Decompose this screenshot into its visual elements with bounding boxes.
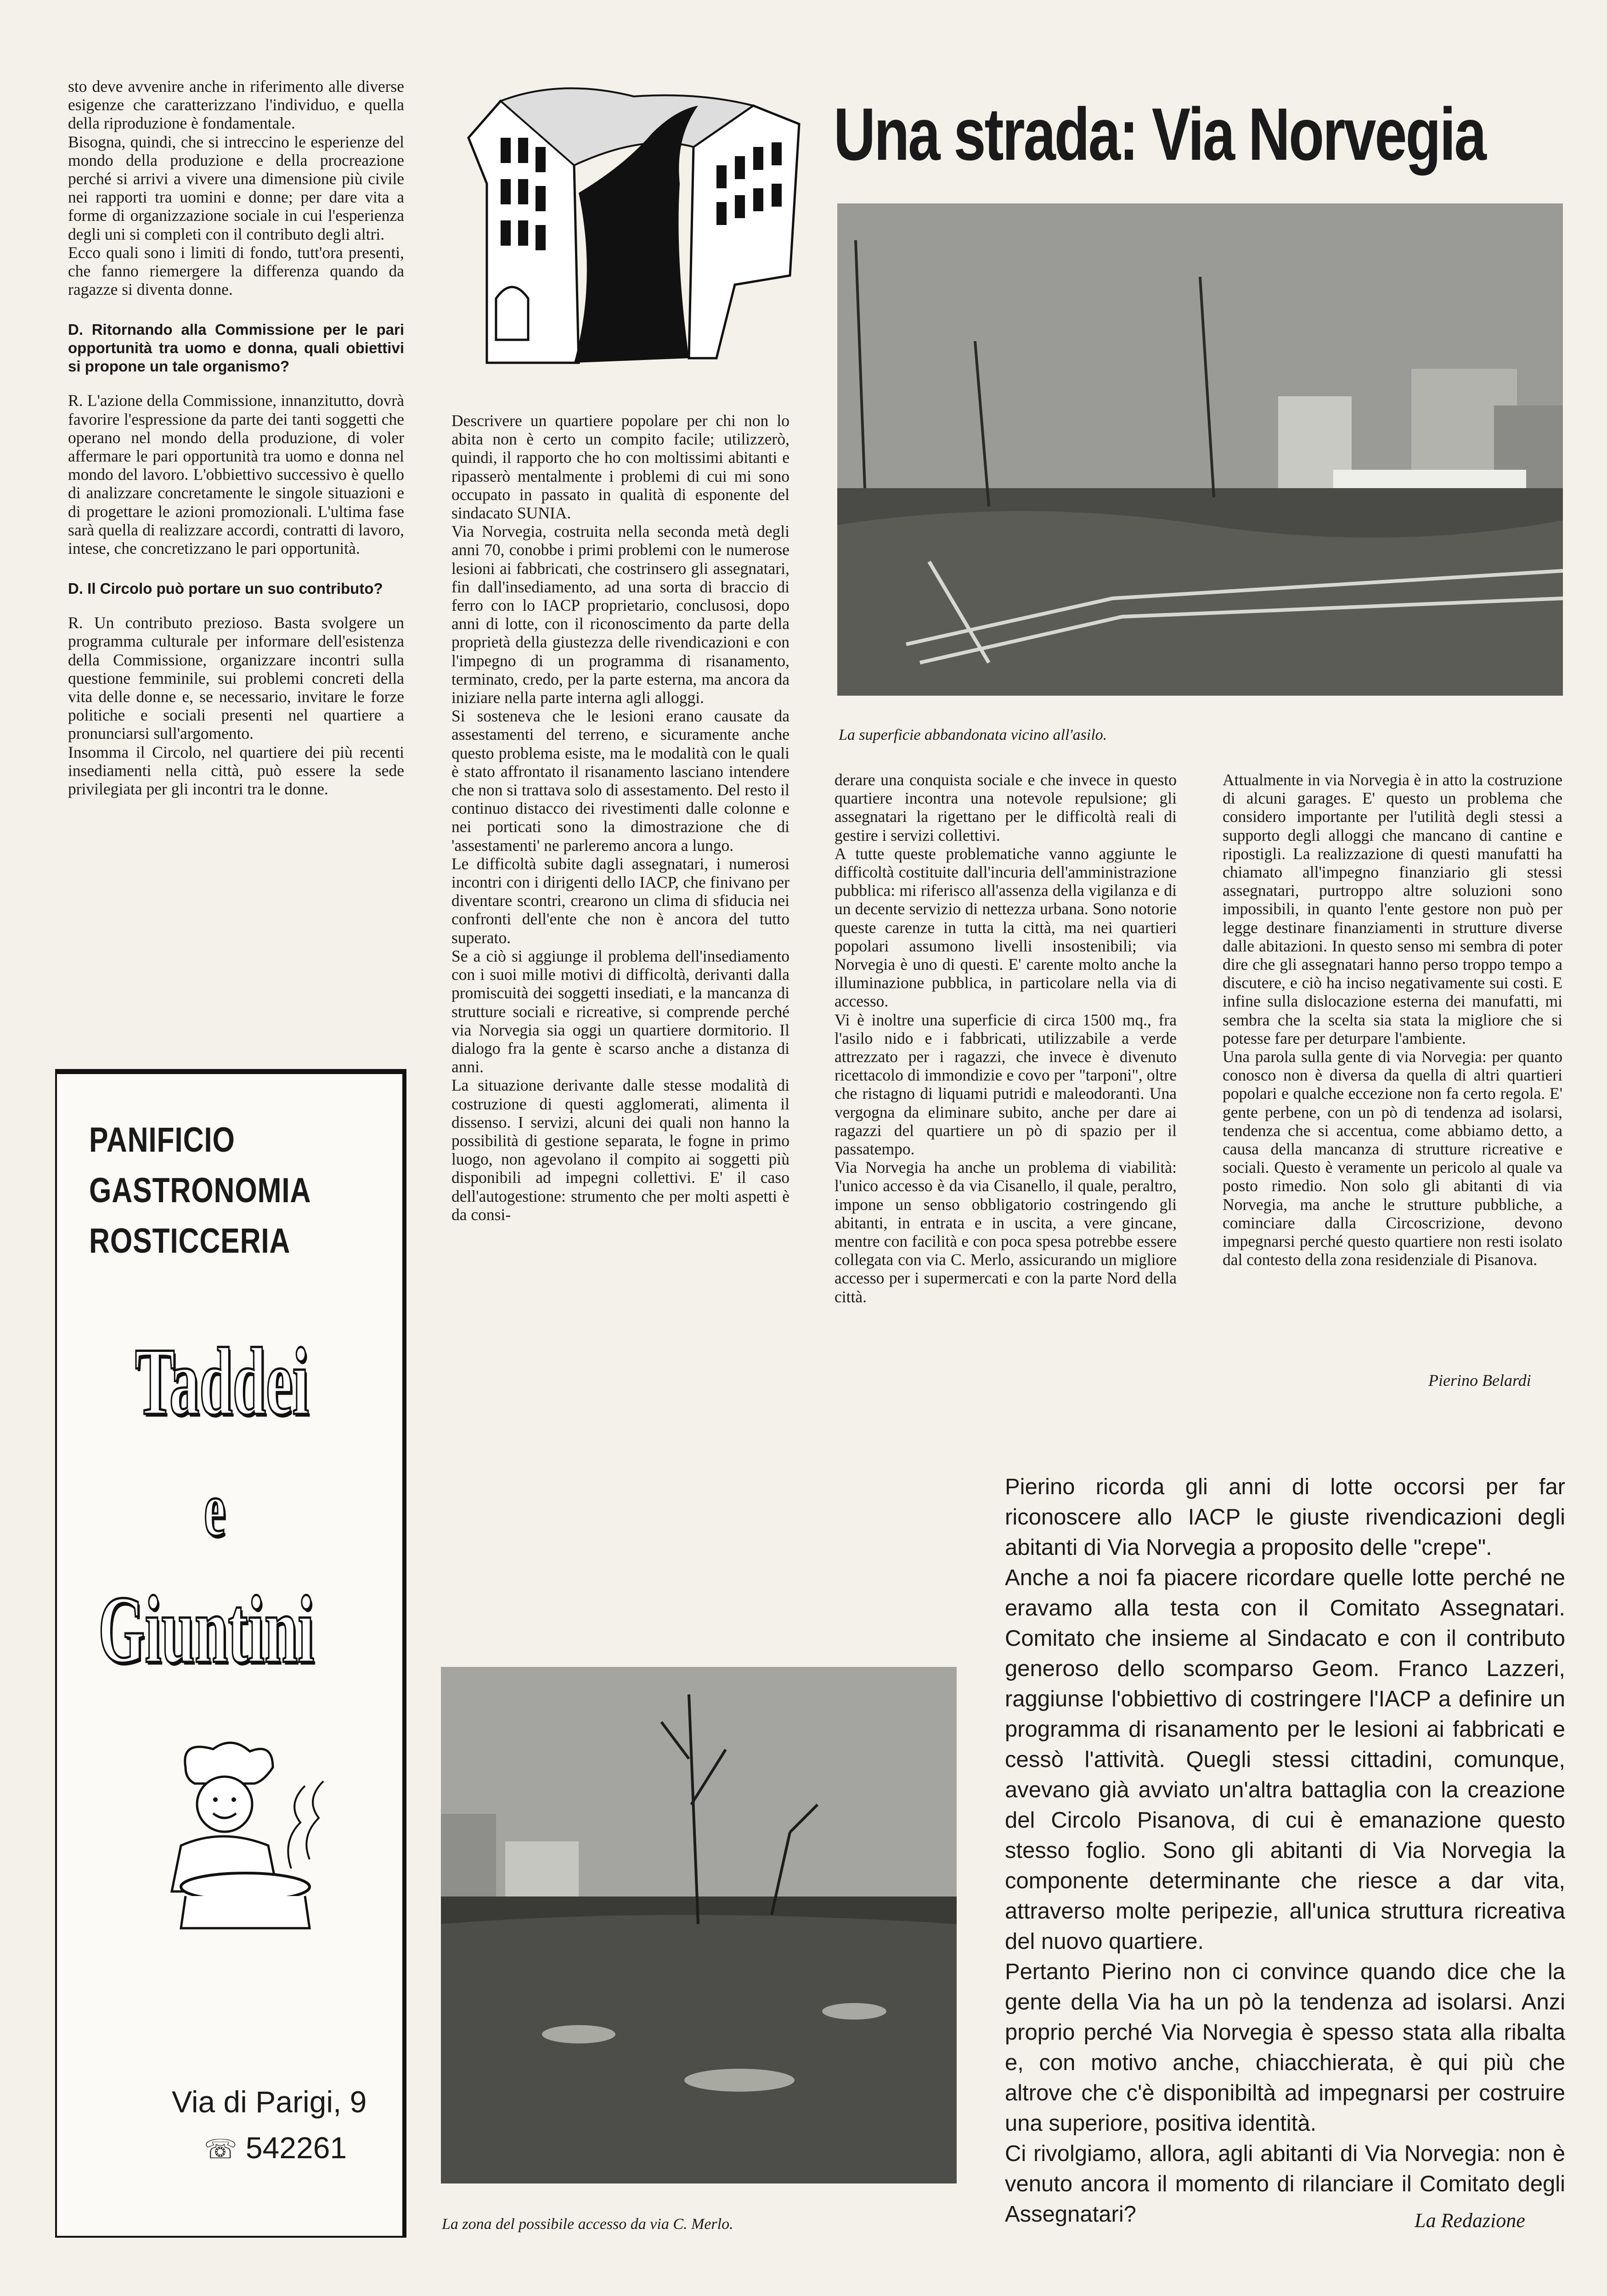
ad-name: e [204,1466,226,1552]
bottom-photo-caption: La zona del possibile accesso da via C. Merlo. [442,2216,733,2233]
page-title: Una strada: Via Norvegia [834,93,1485,176]
ad-line: PANIFICIO [89,1120,235,1159]
intro-paragraph: Ecco quali sono i limiti di fondo, tutt'ora presenti, che fanno riemergere la differenza quando da ragazze si diventa donne. [68,243,404,299]
bottom-photo [441,1667,957,2183]
article-column-1 [451,411,789,1224]
article-paragraph: Descrivere un quartiere popolare per chi non lo abita non è certo un compito facile; utilizzerò, quindi, il rapporto che ho con moltissimi abitanti e ripasserò mentalmente i problemi di cui mi sono occupato in passato in qualità di esponente del sindacato SUNIA. [451,411,789,523]
editorial-paragraph: Pertanto Pierino non ci convince quando dice che la gente della Via ha un pò la tendenza ad isolarsi. Anzi proprio perché Via Norvegia è spesso stata alla ribalta e, con motivo anche, chiacchierata, è qui più che altrove che c'è disponibiltà ad impegnarsi per costruire una superiore, positiva identità. [1005,1959,1565,2136]
editorial-column [1005,1472,1565,2229]
telephone-icon: ☏ [204,2134,237,2164]
ad-name: Taddei [135,1328,309,1435]
article-column-3 [1223,771,1562,1269]
intro-paragraph: sto deve avvenire anche in riferimento alle diverse esigenze che caratterizzano l'individuo, e quella della riproduzione è fondamentale. [68,77,404,133]
article-paragraph: Una parola sulla gente di via Norvegia: per quanto conosco non è diversa da quella di altri quartieri popolari e qualche eccezione non fa certo regola. E' gente perbene, con un pò di tendenza ad isolarsi, tendenza che si accentua, come abbiamo detto, a causa della mancanza di strutture ricreative e sociali. Questo è veramente un pericolo al quale va posto rimedio. Non solo gli abitanti di via Norvegia, ma anche le strutture pubbliche, a cominciare dalla Circoscrizione, devono impegnarsi perché questo quartiere non resti isolato dal contesto della zona residenziale di Pisanova. [1223,1047,1562,1269]
editorial-paragraph: Anche a noi fa piacere ricordare quelle lotte perché ne eravamo alla testa con il Comitato Assegnatari. Comitato che insieme al Sindacato e con il contributo generoso dello scomparso Geom. Franco Lazzeri, raggiunse l'obbiettivo di costringere l'IACP a definire un programma di risanamento per le lesioni ai fabbricati e cessò l'attività. Quegli stessi cittadini, comunque, avevano già avviato un'altra battaglia con la creazione del Circolo Pisanova, di cui è emanazione questo stesso foglio. Sono gli abitanti di Via Norvegia la componente determinante che riesce a dar vita, attraverso molte peripezie, all'unica struttura ricreativa del nuovo quartiere. [1005,1565,1565,1954]
intro-paragraph: Bisogna, quindi, che si intreccino le esperienze del mondo della produzione e della procreazione perché si arrivi a vivere una dimensione più civile nei rapporti tra uomini e donne; per dare vita a forme di organizzazione sociale in cui l'esperienza degli uni si completi con il contributo degli altri. [68,132,404,243]
top-photo-caption: La superficie abbandonata vicino all'asilo. [839,726,1107,743]
editorial-paragraph: Pierino ricorda gli anni di lotte occorsi per far riconoscere allo IACP le giuste rivendicazioni degli abitanti di Via Norvegia a proposito delle "crepe". [1005,1474,1565,1560]
article-paragraph: A tutte queste problematiche vanno aggiunte le difficoltà costituite dall'incuria dell'amministrazione pubblica: mi riferisco all'assenza della vigilanza e di un decente servizio di nettezza urbana. Sono notorie queste carenze in tutta la città, ma nei quartieri popolari assumono livelli insostenibili; via Norvegia è uno di questi. E' carente molto anche la illuminazione pubblica, in particolare nella via di accesso. [835,844,1177,1011]
left-column [68,77,404,798]
article-paragraph: Via Norvegia, costruita nella seconda metà degli anni 70, conobbe i primi problemi con le numerose lesioni ai fabbricati, che costrinsero gli assegnatari, fin dall'insediamento, ad una sorta di braccio di ferro con lo IACP proprietario, conclusosi, dopo anni di lotte, con il riconoscimento da parte della proprietà della giustezza delle rivendicazioni e con l'impegno di un programma di risanamento, terminato, credo, per la parte esterna, ma ancora da iniziare nella parte interna agli alloggi. [451,522,789,707]
street-illustration [459,83,808,377]
article-paragraph: Le difficoltà subite dagli assegnatari, i numerosi incontri con i dirigenti dello IACP, che finivano per diventare scontri, crearono un clima di sfiducia nei confronti dell'ente che non è ancora del tutto superato. [451,854,789,947]
ad-phone-number: 542261 [245,2131,347,2165]
chef-illustration [153,1740,346,1937]
article-paragraph: Se a ciò si aggiunge il problema dell'insediamento con i suoi mille motivi di difficoltà, derivanti dalla promiscuità dei soggetti insediati, e la mancanza di strutture sociali e ricreative, si comprende perché via Norvegia sia oggi un quartiere dormitorio. Il dialogo fra la gente è scarso anche a distanza di anni. [451,946,789,1076]
editorial-signature: La Redazione [1415,2209,1525,2232]
interview-answer: Insomma il Circolo, nel quartiere dei più recenti insediamenti nella città, può essere la sede privilegiata per gli incontri tra le donne. [68,743,404,799]
article-paragraph: La situazione derivante dalle stesse modalità di costruzione di questi agglomerati, alimenta il dissenso. I servizi, alcuni dei quali non hanno la possibilità di gestione separata, le fogne in primo luogo, non agevolano il compito ai soggetti più disponibili ad impegni collettivi. E' il caso dell'autogestione: strumento che per molti aspetti è da consi- [451,1076,789,1224]
article-author: Pierino Belardi [1428,1371,1531,1390]
bakery-advertisement [55,1069,406,2238]
ad-line: ROSTICCERIA [89,1221,291,1261]
top-photo [837,203,1563,696]
ad-address: Via di Parigi, 9 [172,2085,367,2119]
ad-phone [204,2130,347,2165]
article-paragraph: Attualmente in via Norvegia è in atto la costruzione di alcuni garages. E' questo un problema che considero importante per l'utilità degli stessi a supporto degli alloggi che mancano di cantine e ripostigli. La realizzazione di questi manufatti ha chiamato all'impegno finanziario gli stessi assegnatari, purtroppo altre soluzioni sono impossibili, in quanto l'ente gestore non può per legge destinare finanziamenti in strutture diverse dalle abitazioni. In questo senso mi sembra di poter dire che gli assegnatari hanno perso troppo tempo a discutere, e ciò ha inciso negativamente sui costi. E infine sulla dislocazione esterna dei manufatti, mi sembra che la scelta sia stata la migliore che si potesse fare per deturpare l'ambiente. [1223,771,1562,1047]
ad-name: Giuntini [98,1576,315,1683]
article-paragraph: Via Norvegia ha anche un problema di viabilità: l'unico accesso è da via Cisanello, il quale, peraltro, impone un senso obbligatorio costringendo gli abitanti, in entrata e in uscita, a vere gincane, mentre con facilità e con poca spesa potrebbe essere collegata con via C. Merlo, assicurando un migliore accesso per i supermercati e con la parte Nord della città. [835,1158,1177,1306]
article-paragraph: Si sosteneva che le lesioni erano causate da assestamenti del terreno, e sicuramente anche questo problema esiste, ma le modalità con le quali è stato affrontato il risanamento lasciano intendere che non si trattava solo di assestamento. Del resto il continuo distacco dei rivestimenti dalle colonne e nei porticati sono la dimostrazione che di 'assestamenti' ne parleremo ancora a lungo. [451,707,789,855]
ad-line: GASTRONOMIA [89,1171,311,1210]
interview-question: D. Ritornando alla Commissione per le pari opportunità tra uomo e donna, quali obiettivi si propone un tale organismo? [68,321,404,375]
interview-answer: R. Un contributo prezioso. Basta svolgere un programma culturale per informare dell'esistenza della Commissione, organizzare incontri sulla questione femminile, sui problemi concreti della vita delle donne e, se necessario, invitare le forze politiche e sociali presenti nel quartiere a pronunciarsi sull'argomento. [68,613,404,743]
editorial-paragraph: Ci rivolgiamo, allora, agli abitanti di Via Norvegia: non è venuto ancora il momento di rilanciare il Comitato degli Assegnatari? [1005,2141,1565,2227]
interview-question: D. Il Circolo può portare un suo contributo? [68,580,383,597]
article-paragraph: Vi è inoltre una superficie di circa 1500 mq., fra l'asilo nido e i fabbricati, utilizzabile a verde attrezzato per i ragazzi, che invece è divenuto ricettacolo di immondizie e covo per "tarponi", oltre che ristagno di liquami putridi e maleodoranti. Una vergogna da eliminare subito, anche per dare ai ragazzi del quartiere un pò di spazio per il passatempo. [835,1010,1177,1159]
article-column-2 [835,771,1177,1306]
interview-answer: R. L'azione della Commissione, innanzitutto, dovrà favorire l'espressione da parte dei tanti soggetti che operano nel mondo della produzione, di voler affermare le pari opportunità tra uomo e donna nel mondo del lavoro. L'obbiettivo successivo è quello di analizzare concretamente le singole situazioni e di progettare le azioni promozionali. L'ultima fase sarà quella di realizzare accordi, contratti di lavoro, intese, che concretizzano le pari opportunità. [68,391,404,558]
article-paragraph: derare una conquista sociale e che invece in questo quartiere incontra una notevole repulsione; gli assegnatari la rigettano per le difficoltà reali di gestire i servizi collettivi. [835,771,1177,844]
